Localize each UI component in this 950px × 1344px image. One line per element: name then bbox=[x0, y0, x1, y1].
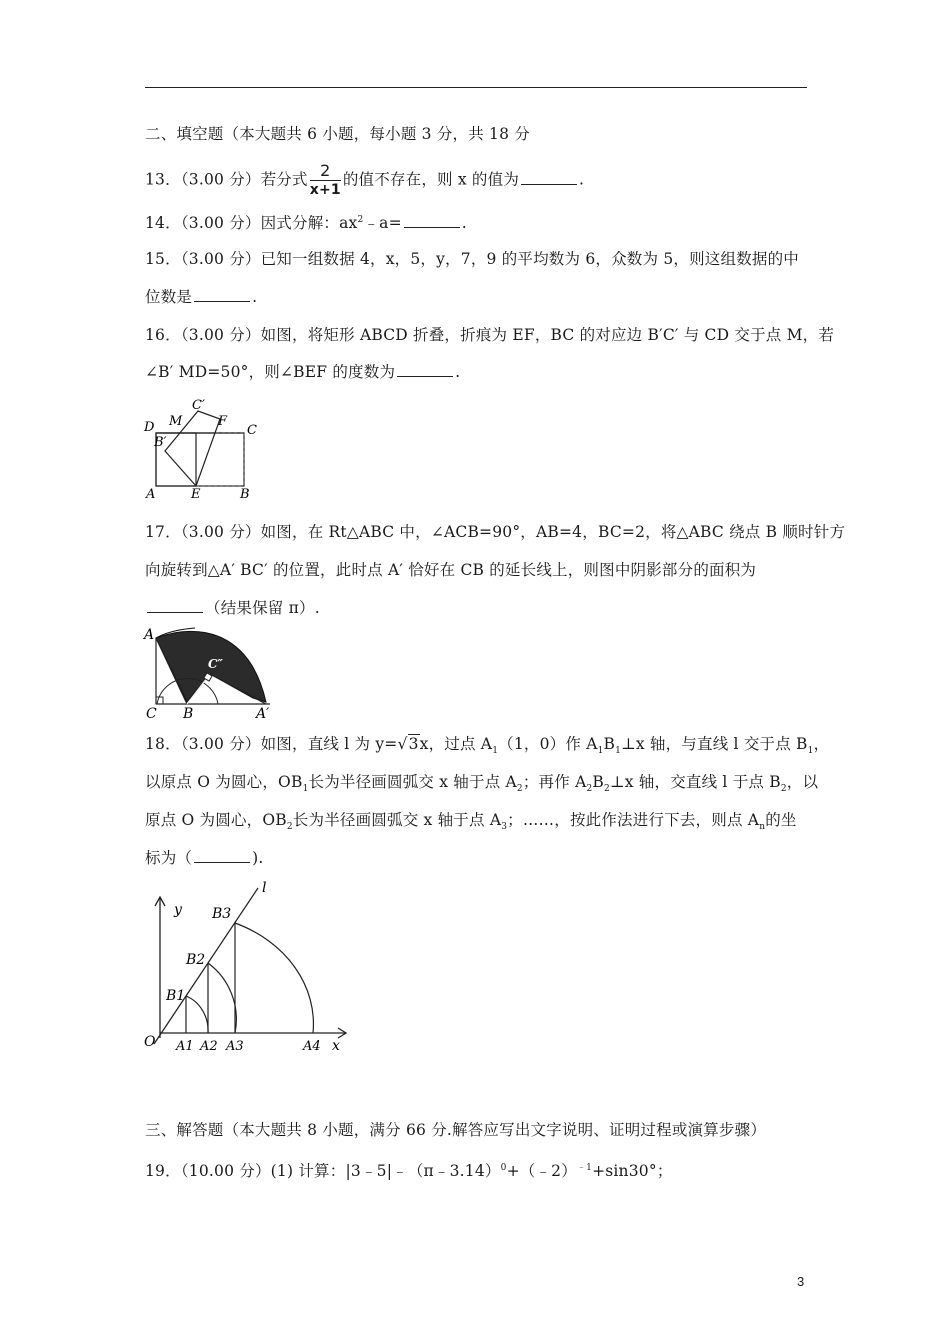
fig18-label-O: O bbox=[144, 1034, 156, 1050]
question-17-line-2: 向旋转到△A′ BC′ 的位置，此时点 A′ 恰好在 CB 的延长线上，则图中阴影部分的面积为 bbox=[145, 561, 757, 579]
question-18-line-1: 18．（3.00 分）如图，直线 l 为 y=√3x，过点 $A_1(1$，0）作 $A_1B_1\perp x$ 轴，与直线 l 交于点 $B_1$， bbox=[145, 735, 830, 757]
fig18-label-B1: B1 bbox=[166, 988, 186, 1004]
fig16-label-F: F bbox=[218, 414, 228, 429]
question-14: 14．（3.00 分）因式分解：$ax^2﹣a=$ . bbox=[145, 214, 467, 233]
question-16-line-2: ∠B′ MD=50°，则∠BEF 的度数为 . bbox=[145, 363, 461, 381]
question-16-line-1: 16．（3.00 分）如图，将矩形 ABCD 折叠，折痕为 EF，BC 的对应边 B′C′ 与 CD 交于点 M，若 bbox=[145, 326, 835, 344]
fig16-label-M: M bbox=[169, 414, 183, 429]
question-18-line-2: 以原点 O 为圆心，$OB_1$长为半径画圆弧交 x 轴于点 $A_2$；再作 $A_2B_2\perp x$ 轴，交直线 l 于点 $B_2$，以 bbox=[145, 773, 819, 795]
fig18-label-A4: A4 bbox=[303, 1039, 321, 1054]
fig16-label-B: B bbox=[240, 487, 250, 502]
question-15-line-1: 15．（3.00 分）已知一组数据 4，x，5，y，7，9 的平均数为 6，众数为 5，则这组数据的中 bbox=[145, 250, 799, 268]
fraction: $\frac{2}{x+1}$ bbox=[309, 161, 341, 198]
fig16-label-B-prime: B′ bbox=[154, 435, 167, 450]
fig17-label-B: B bbox=[183, 706, 194, 722]
fig16-label-C-prime: C′ bbox=[192, 398, 205, 413]
page-number: 3 bbox=[797, 1274, 805, 1289]
header-rule bbox=[145, 87, 807, 88]
fig18-label-A2: A2 bbox=[200, 1039, 218, 1054]
question-19: 19．（10.00 分）(1) 计算：|3﹣5|﹣（π﹣3.14）$^0$+（﹣2）$^{﹣1}$+sin30°； bbox=[145, 1162, 673, 1181]
fig17-label-C: C bbox=[146, 706, 157, 722]
fig18-label-A1: A1 bbox=[176, 1039, 194, 1054]
fig18-label-B2: B2 bbox=[186, 952, 206, 968]
section-2-title: 二、填空题（本大题共 6 小题，每小题 3 分，共 18 分 bbox=[145, 125, 531, 143]
section-3-title: 三、解答题（本大题共 8 小题，满分 66 分.解答应写出文字说明、证明过程或演算步骤） bbox=[145, 1121, 767, 1139]
fig16-label-A: A bbox=[146, 487, 156, 502]
fig17-label-A: A bbox=[144, 627, 155, 643]
fig16-label-C: C bbox=[247, 423, 257, 438]
fig16-label-E: E bbox=[191, 487, 201, 502]
question-18-line-4: 标为（ ). bbox=[145, 849, 264, 867]
question-15-line-2: 位数是 . bbox=[145, 288, 258, 306]
fig18-label-A3: A3 bbox=[226, 1039, 244, 1054]
question-17-line-3: （结果保留 π）. bbox=[145, 598, 320, 618]
fig18-label-y: y bbox=[174, 902, 182, 918]
fig17-label-C-double-prime: C″ bbox=[208, 657, 223, 671]
fig18-label-l: l bbox=[262, 880, 267, 896]
question-13: 13．（3.00 分）若分式 $\frac{2}{x+1}$ 的值不存在，则 x 的值为 . bbox=[145, 161, 585, 198]
fig18-label-x: x bbox=[332, 1038, 340, 1054]
figure-16 bbox=[140, 395, 270, 505]
figure-18 bbox=[140, 878, 355, 1058]
question-18-line-3: 原点 O 为圆心，$OB_2$长为半径画圆弧交 x 轴于点 $A_3$；……，按此作法进行下去，则点 $A_n$的坐 bbox=[145, 811, 797, 833]
fig18-label-B3: B3 bbox=[212, 906, 232, 922]
question-17-line-1: 17．（3.00 分）如图，在 Rt△ABC 中，∠ACB=90°，AB=4，BC=2，将△ABC 绕点 B 顺时针方 bbox=[145, 523, 846, 541]
fig17-label-A-prime: A′ bbox=[256, 706, 270, 722]
fig16-label-D: D bbox=[144, 420, 155, 435]
figure-17 bbox=[140, 622, 290, 722]
